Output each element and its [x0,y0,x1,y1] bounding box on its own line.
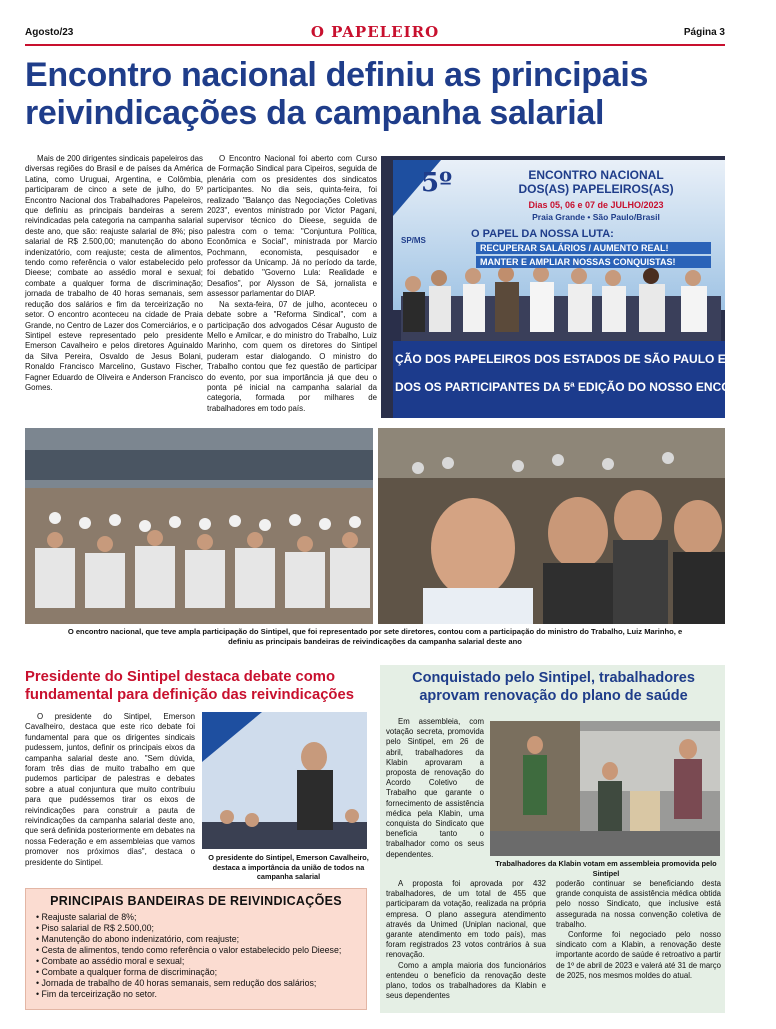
selfie-photo-art [378,428,725,624]
crowd-photo [25,428,373,624]
banner-bullet-2: MANTER E AMPLIAR NOSSAS CONQUISTAS! [476,256,711,268]
banner-logo: SP/MS [401,236,426,245]
article-paragraph: Mais de 200 dirigentes sindicais papeleiros das diversas regiões do Brasil e de países da América Latina, como Uruguai, Argentina, e Colômbia, participaram de cinco a sete de julho, do 5º Encontro Nacional dos Trabalhadores Papeleiros, que definiu as principais bandeiras a serem reivindicadas pela categoria na campanha salarial deste ano, que são: reajuste salarial de 8%; piso salarial de R$ 2.500,00; manutenção do abono indenizatório, com reajuste; cesta de alimentos, tendo como referência o valor estabelecido pelo Dieese; combate ao assédio moral e sexual; combate a qualquer forma de discriminação; jornada de trabalho de 40 horas semanais, sem redução dos salários e fim da terceirização no setor. O encontro aconteceu na cidade de Praia Grande, no Centro de Lazer dos Comerciários, e o Sintipel esteve representado pelo presidente Emerson Cavalheiro e pelos diretores Aguinaldo da Silva Pereira, Osvaldo de Jesus Bolani, Ronaldo Francisco Marcelino, Gustavo Fischer, Fagner Eduardo de Oliveira e Anderson Francisco Gomes. [25,154,203,392]
demands-item: • Combate a qualquer forma de discriminação; [36,967,218,977]
health-column-1 [386,717,484,860]
health-paragraph: poderão continuar se beneficiando desta grande conquista de assistência médica obtida pelo nosso Sindicato, que inclusive está assegurada na nossa convenção coletiva de trabalho. [556,879,721,929]
health-photo [490,721,720,856]
president-paragraph: O presidente do Sintipel, Emerson Cavalheiro, destaca que este rico debate foi fundamental para que os dirigentes sindicais pudessem, juntos, definir os principais eixos da campanha salarial deste ano. "Sem dúvida, foram três dias de muito trabalho em que pudemos participar de palestras e debates sobre a atual conjuntura que muito contribuiu para que pudéssemos tirar os eixos de reivindicações para construir a pauta de reivindicações da campanha salarial deste ano, que será definida posteriormente em debates na nossa Federação e em assembleias que vamos promover nos próximos dias", destaca o presidente do Sintipel. [25,712,195,867]
health-column-3 [556,879,721,981]
masthead: O PAPELEIRO [310,23,440,41]
health-section-title: Conquistado pelo Sintipel, trabalhadores aprovam renovação do plano de saúde [412,670,695,704]
demands-box-title: PRINCIPAIS BANDEIRAS DE REIVINDICAÇÕES [50,894,342,908]
president-photo-art [202,712,367,849]
demands-item: • Combate ao assédio moral e sexual; [36,956,185,966]
health-paragraph: A proposta foi aprovada por 432 trabalhadores, de um total de 455 que participaram da votação, realizada na própria empresa. O plano assegura atendimento através da Unimed (Uniplan nacional, que garante atendimento em todo país), mas foram registrados 23 votos contrários à sua renovação. [386,879,546,960]
demands-item: • Manutenção do abono indenizatório, com reajuste; [36,934,240,944]
health-photo-art [490,721,720,856]
demands-item: • Piso salarial de R$ 2.500,00; [36,923,154,933]
page-header [25,24,725,44]
article-column-1 [25,154,203,393]
article-paragraph: O Encontro Nacional foi aberto com Curso de Formação Sindical para Cipeiros, seguida de plenária com os presidentes dos sindicatos participantes. No dia seis, quinta-feira, foi realizado "Balanço das Negociações Coletivas 2023", eventos ministrado por Victor Pagani, supervisor técnico do Dieese, seguida de palestra com o tema: "Conjuntura Política, Econômica e Social", ministrada por Marcio Pochmann, economista, pesquisador e professor da Unicamp. Já no período da tarde, foi debatido "Governo Lula: Realidade e Desafios", por Alysson de Sá, jornalista e assessor parlamentar do DIAP. [207,154,377,299]
main-headline: Encontro nacional definiu as principais reivindicações da campanha salarial [25,56,649,132]
header-rule [25,44,725,46]
president-photo [202,712,367,849]
president-photo-caption: O presidente do Sintipel, Emerson Cavalheiro, destaca a importância da união de todos na campanha salarial [208,853,369,881]
demands-item: • Jornada de trabalho de 40 horas semanais, sem redução dos salários; [36,978,317,988]
demands-list [26,908,366,1000]
health-paragraph: Em assembleia, com votação secreta, promovida pelo Sintipel, em 26 de abril, trabalhadores da Klabin aprovaram a proposta de renovação do Acordo Coletivo de Trabalho que garante o fornecimento de assistência médica pela Klabin, uma conquista do Sindicato que beneficia tanto o trabalhador como os seus dependentes. [386,717,484,859]
president-article [25,712,195,868]
health-plan-section [380,665,725,1013]
president-section-title: Presidente do Sintipel destaca debate como fundamental para definição das reivindicações [25,669,354,703]
banner-bullet-1: RECUPERAR SALÁRIOS / AUMENTO REAL! [476,242,711,254]
page-number: Página 3 [683,27,725,38]
stage-photo [381,156,776,418]
demands-box [25,888,367,1010]
banner-dates: Dias 05, 06 e 07 de JULHO/2023 [528,200,664,210]
crowd-photo-art [25,428,373,624]
article-column-2 [207,154,377,414]
banner-bottom-line-1: ÇÃO DOS PAPELEIROS DOS ESTADOS DE SÃO PAULO E MATO G [395,352,776,366]
article-paragraph: Na sexta-feira, 07 de julho, aconteceu o debate sobre a "Reforma Sindical", com a participação dos advogados César Augusto de Mello e Amilcar, e do ministro do Trabalho, Luiz Marinho, com quem os diretores do Sintipel puderam estar dialogando. O ministro do Trabalho contou que fez questão de participar do evento, por sua importância já que deu o ponta pé inicial na campanha salarial da categoria, formada por milhares de trabalhadores em todo país. [207,299,377,413]
demands-item: • Fim da terceirização no setor. [36,989,157,999]
health-photo-caption: Trabalhadores da Klabin votam em assembleia promovida pelo Sintipel [495,859,717,878]
demands-item: • Cesta de alimentos, tendo como referência o valor estabelecido pelo Dieese; [36,945,342,955]
photo-caption: O encontro nacional, que teve ampla participação do Sintipel, que foi representado por sete diretores, contou com a participação do ministro do Trabalho, Luiz Marinho, e definiu as principais bandeiras de reivindicações da campanha salarial deste ano [67,627,683,646]
banner-line2: DOS(AS) PAPELEIROS(AS) [518,182,674,196]
demands-item: • Reajuste salarial de 8%; [36,912,137,922]
selfie-photo [378,428,725,624]
banner-number: 5º [421,168,453,198]
banner-bottom-line-2: DOS OS PARTICIPANTES DA 5ª EDIÇÃO DO NOSSO ENCONT [395,380,747,394]
issue-date: Agosto/23 [25,27,74,38]
health-column-2 [386,879,546,1001]
banner-slogan: O PAPEL DA NOSSA LUTA: [471,228,614,240]
banner-line1: ENCONTRO NACIONAL [528,168,664,182]
banner-place: Praia Grande • São Paulo/Brasil [532,212,660,222]
health-paragraph: Como a ampla maioria dos funcionários entendeu o benefício da renovação deste plano, todos os trabalhadores da Klabin e seus dependentes [386,960,546,1001]
health-paragraph: Conforme foi negociado pelo nosso sindicato com a Klabin, a renovação deste importante acordo de saúde é retroativo a partir de 1º de abril de 2023 e valerá até 31 de março de 2025, nos mesmos moldes do atual. [556,930,721,980]
